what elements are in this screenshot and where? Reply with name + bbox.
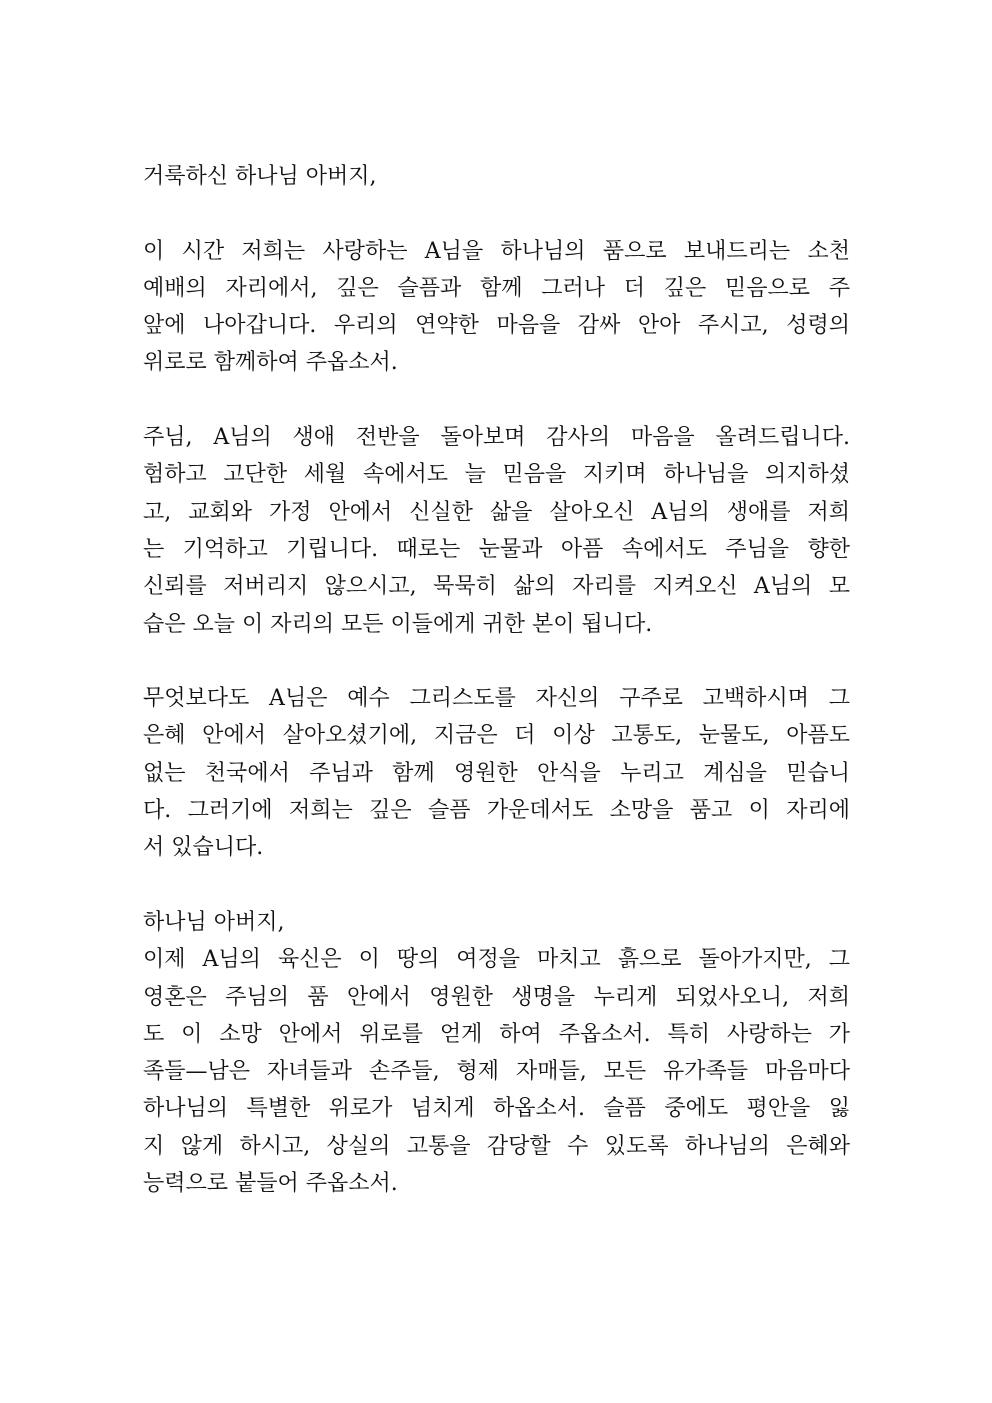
paragraph-4: [143, 904, 850, 1202]
text-line: 영혼은 주님의 품 안에서 영원한 생명을 누리게 되었사오니, 저희: [143, 984, 850, 1010]
text-line: 능력으로 붙들어 주옵소서.: [143, 1171, 398, 1197]
text-line: 험하고 고단한 세월 속에서도 늘 믿음을 지키며 하나님을 의지하셨: [143, 462, 850, 488]
text-line: 위로로 함께하여 주옵소서.: [143, 350, 398, 376]
text-line: 앞에 나아갑니다. 우리의 연약한 마음을 감싸 안아 주시고, 성령의: [143, 313, 850, 339]
text-line: 습은 오늘 이 자리의 모든 이들에게 귀한 본이 됩니다.: [143, 611, 653, 637]
text-line: 없는 천국에서 주님과 함께 영원한 안식을 누리고 계심을 믿습니: [143, 760, 850, 786]
text-line: 신뢰를 저버리지 않으시고, 묵묵히 삶의 자리를 지켜오신 A님의 모: [143, 574, 850, 600]
text-line: 이 시간 저희는 사랑하는 A님을 하나님의 품으로 보내드리는 소천: [143, 238, 850, 264]
text-line: 이제 A님의 육신은 이 땅의 여정을 마치고 흙으로 돌아가지만, 그: [143, 947, 850, 973]
text-line: 서 있습니다.: [143, 835, 264, 861]
text-line: 예배의 자리에서, 깊은 슬픔과 함께 그러나 더 깊은 믿음으로 주: [143, 275, 850, 301]
paragraph-1: [143, 233, 850, 382]
paragraph-3: [143, 680, 850, 866]
salutation-paragraph: [143, 158, 850, 195]
text-line: 는 기억하고 기립니다. 때로는 눈물과 아픔 속에서도 주님을 향한: [143, 536, 850, 562]
text-line: 도 이 소망 안에서 위로를 얻게 하여 주옵소서. 특히 사랑하는 가: [143, 1021, 850, 1047]
text-line: 다. 그러기에 저희는 깊은 슬픔 가운데서도 소망을 품고 이 자리에: [143, 798, 850, 824]
paragraph-2: [143, 419, 850, 643]
salutation-line: 거룩하신 하나님 아버지,: [143, 164, 377, 189]
text-line: 고, 교회와 가정 안에서 신실한 삶을 살아오신 A님의 생애를 저희: [143, 499, 850, 525]
paragraph-heading: 하나님 아버지,: [143, 909, 285, 935]
text-line: 족들—남은 자녀들과 손주들, 형제 자매들, 모든 유가족들 마음마다: [143, 1059, 850, 1085]
text-line: 무엇보다도 A님은 예수 그리스도를 자신의 구주로 고백하시며 그: [143, 686, 850, 712]
prayer-text: [143, 158, 850, 1202]
text-line: 하나님의 특별한 위로가 넘치게 하옵소서. 슬픔 중에도 평안을 잃: [143, 1096, 850, 1122]
text-line: 주님, A님의 생애 전반을 돌아보며 감사의 마음을 올려드립니다.: [143, 425, 850, 451]
text-line: 은혜 안에서 살아오셨기에, 지금은 더 이상 고통도, 눈물도, 아픔도: [143, 723, 850, 749]
text-line: 지 않게 하시고, 상실의 고통을 감당할 수 있도록 하나님의 은혜와: [143, 1133, 850, 1159]
